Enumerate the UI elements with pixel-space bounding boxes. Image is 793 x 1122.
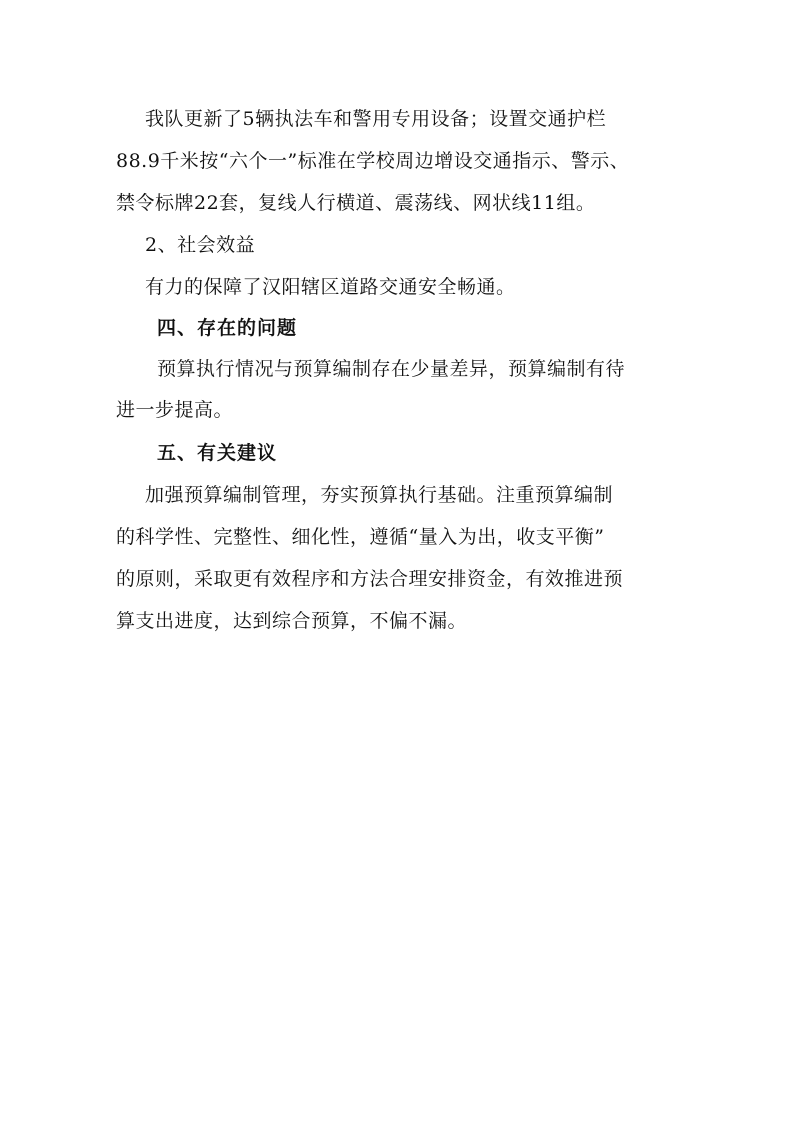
section-heading-issues: 四、存在的问题 xyxy=(157,317,298,339)
paragraph-line-3: 禁令标牌22套，复线人行横道、震荡线、网状线11组。 xyxy=(116,192,596,214)
paragraph-line-2: 88.9千米按“六个一”标准在学校周边增设交通指示、警示、 xyxy=(116,150,630,172)
paragraph-line-10: 算支出进度，达到综合预算，不偏不漏。 xyxy=(116,610,468,632)
paragraph-line-4: 有力的保障了汉阳辖区道路交通安全畅通。 xyxy=(145,276,516,298)
section-subtitle: 2、社会效益 xyxy=(145,234,256,256)
paragraph-line-9: 的原则，采取更有效程序和方法合理安排资金，有效推进预 xyxy=(116,568,624,590)
paragraph-line-7: 加强预算编制管理，夯实预算执行基础。注重预算编制 xyxy=(145,484,614,506)
paragraph-line-8: 的科学性、完整性、细化性，遵循“量入为出，收支平衡” xyxy=(116,526,605,548)
paragraph-line-6: 进一步提高。 xyxy=(116,399,234,421)
paragraph-line-1: 我队更新了5辆执法车和警用专用设备；设置交通护栏 xyxy=(145,108,607,130)
section-heading-suggestions: 五、有关建议 xyxy=(157,442,278,464)
paragraph-line-5: 预算执行情况与预算编制存在少量差异，预算编制有待 xyxy=(157,358,626,380)
